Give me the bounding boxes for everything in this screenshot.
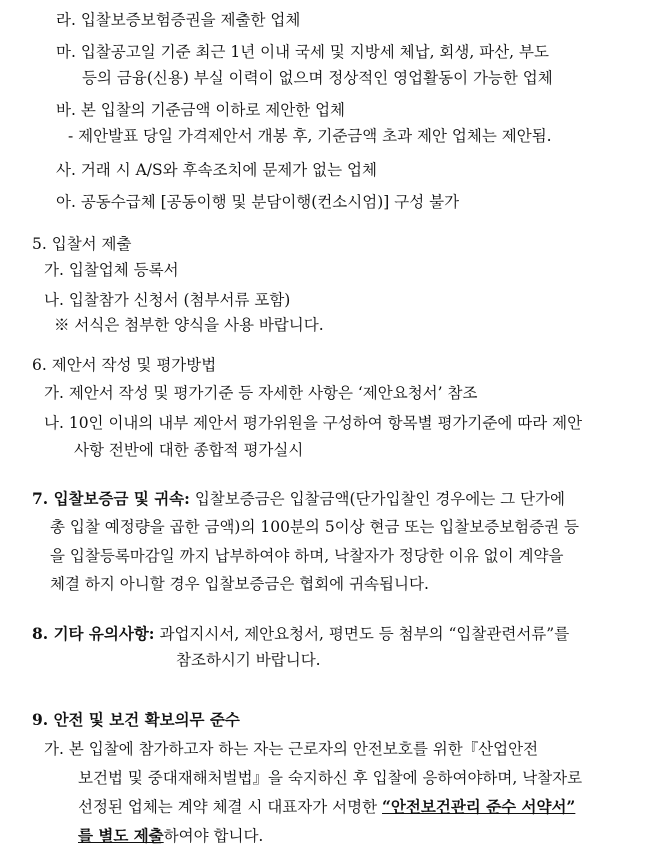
section-6-title: 6. 제안서 작성 및 평가방법 <box>32 356 217 374</box>
sec5-item-ga: 가. 입찰업체 등록서 <box>44 261 179 279</box>
item-a: 아. 공동수급체 [공동이행 및 분담이행(컨소시엄)] 구성 불가 <box>56 193 460 211</box>
sec7-line3: 을 입찰등록마감일 까지 납부하여야 하며, 낙찰자가 정당한 이유 없이 계약을 <box>50 547 564 565</box>
sec9-item-ga-line4 <box>78 824 263 848</box>
sec5-item-na: 나. 입찰참가 신청서 (첨부서류 포함) <box>44 291 291 309</box>
section-8-line1 <box>32 622 569 646</box>
section-7-title: 7. 입찰보증금 및 귀속: <box>32 489 190 508</box>
sec6-item-ga: 가. 제안서 작성 및 평가기준 등 자세한 사항은 ‘제안요청서’ 참조 <box>44 384 478 402</box>
section-9-title: 9. 안전 및 보건 확보의무 준수 <box>32 710 240 729</box>
sec8-text-1: 과업지시서, 제안요청서, 평면도 등 첨부의 “입찰관련서류”를 <box>154 625 570 643</box>
item-ba-note: - 제안발표 당일 가격제안서 개봉 후, 기준금액 초과 제안 업체는 제안됨. <box>68 127 552 145</box>
item-ma-line1: 마. 입찰공고일 기준 최근 1년 이내 국세 및 지방세 체납, 회생, 파산, 부도 <box>56 43 549 61</box>
sec7-text-1: 입찰보증금은 입찰금액(단가입찰인 경우에는 그 단가에 <box>189 490 565 508</box>
item-ma-line2: 등의 금융(신용) 부실 이력이 없으며 정상적인 영업활동이 가능한 업체 <box>82 69 553 87</box>
sec9-item-ga-line2: 보건법 및 중대재해처벌법』을 숙지하신 후 입찰에 응하여야하며, 낙찰자로 <box>78 769 583 787</box>
item-sa: 사. 거래 시 A/S와 후속조치에 문제가 없는 업체 <box>56 161 377 179</box>
item-ba: 바. 본 입찰의 기준금액 이하로 제안한 업체 <box>56 101 346 119</box>
section-7-line1 <box>32 487 565 511</box>
sec7-line4: 체결 하지 아니할 경우 입찰보증금은 협회에 귀속됩니다. <box>50 575 429 593</box>
safety-pledge-title: “안전보건관리 준수 서약서” <box>382 797 576 816</box>
item-ra: 라. 입찰보증보험증권을 제출한 업체 <box>56 11 301 29</box>
sec5-note: ※ 서식은 첨부한 양식을 사용 바랍니다. <box>54 316 324 334</box>
sec6-item-na-line1: 나. 10인 이내의 내부 제안서 평가위원을 구성하여 항목별 평가기준에 따라 제안 <box>44 414 583 432</box>
section-8-title: 8. 기타 유의사항: <box>32 624 155 643</box>
sec9-item-ga-line3 <box>78 795 575 819</box>
sec6-item-na-line2: 사항 전반에 대한 종합적 평가실시 <box>74 441 304 459</box>
sec8-line2: 참조하시기 바랍니다. <box>176 651 321 669</box>
sec9-text-3a: 선정된 업체는 계약 체결 시 대표자가 서명한 <box>78 798 383 816</box>
sec9-item-ga-line1: 가. 본 입찰에 참가하고자 하는 자는 근로자의 안전보호를 위한『산업안전 <box>44 740 539 758</box>
sec7-line2: 총 입찰 예정량을 곱한 금액)의 100분의 5이상 현금 또는 입찰보증보험증권 등 <box>50 518 579 536</box>
sec9-text-4b: 하여야 합니다. <box>163 827 264 845</box>
section-5-title: 5. 입찰서 제출 <box>32 235 132 253</box>
separate-submission: 를 별도 제출 <box>78 826 164 845</box>
